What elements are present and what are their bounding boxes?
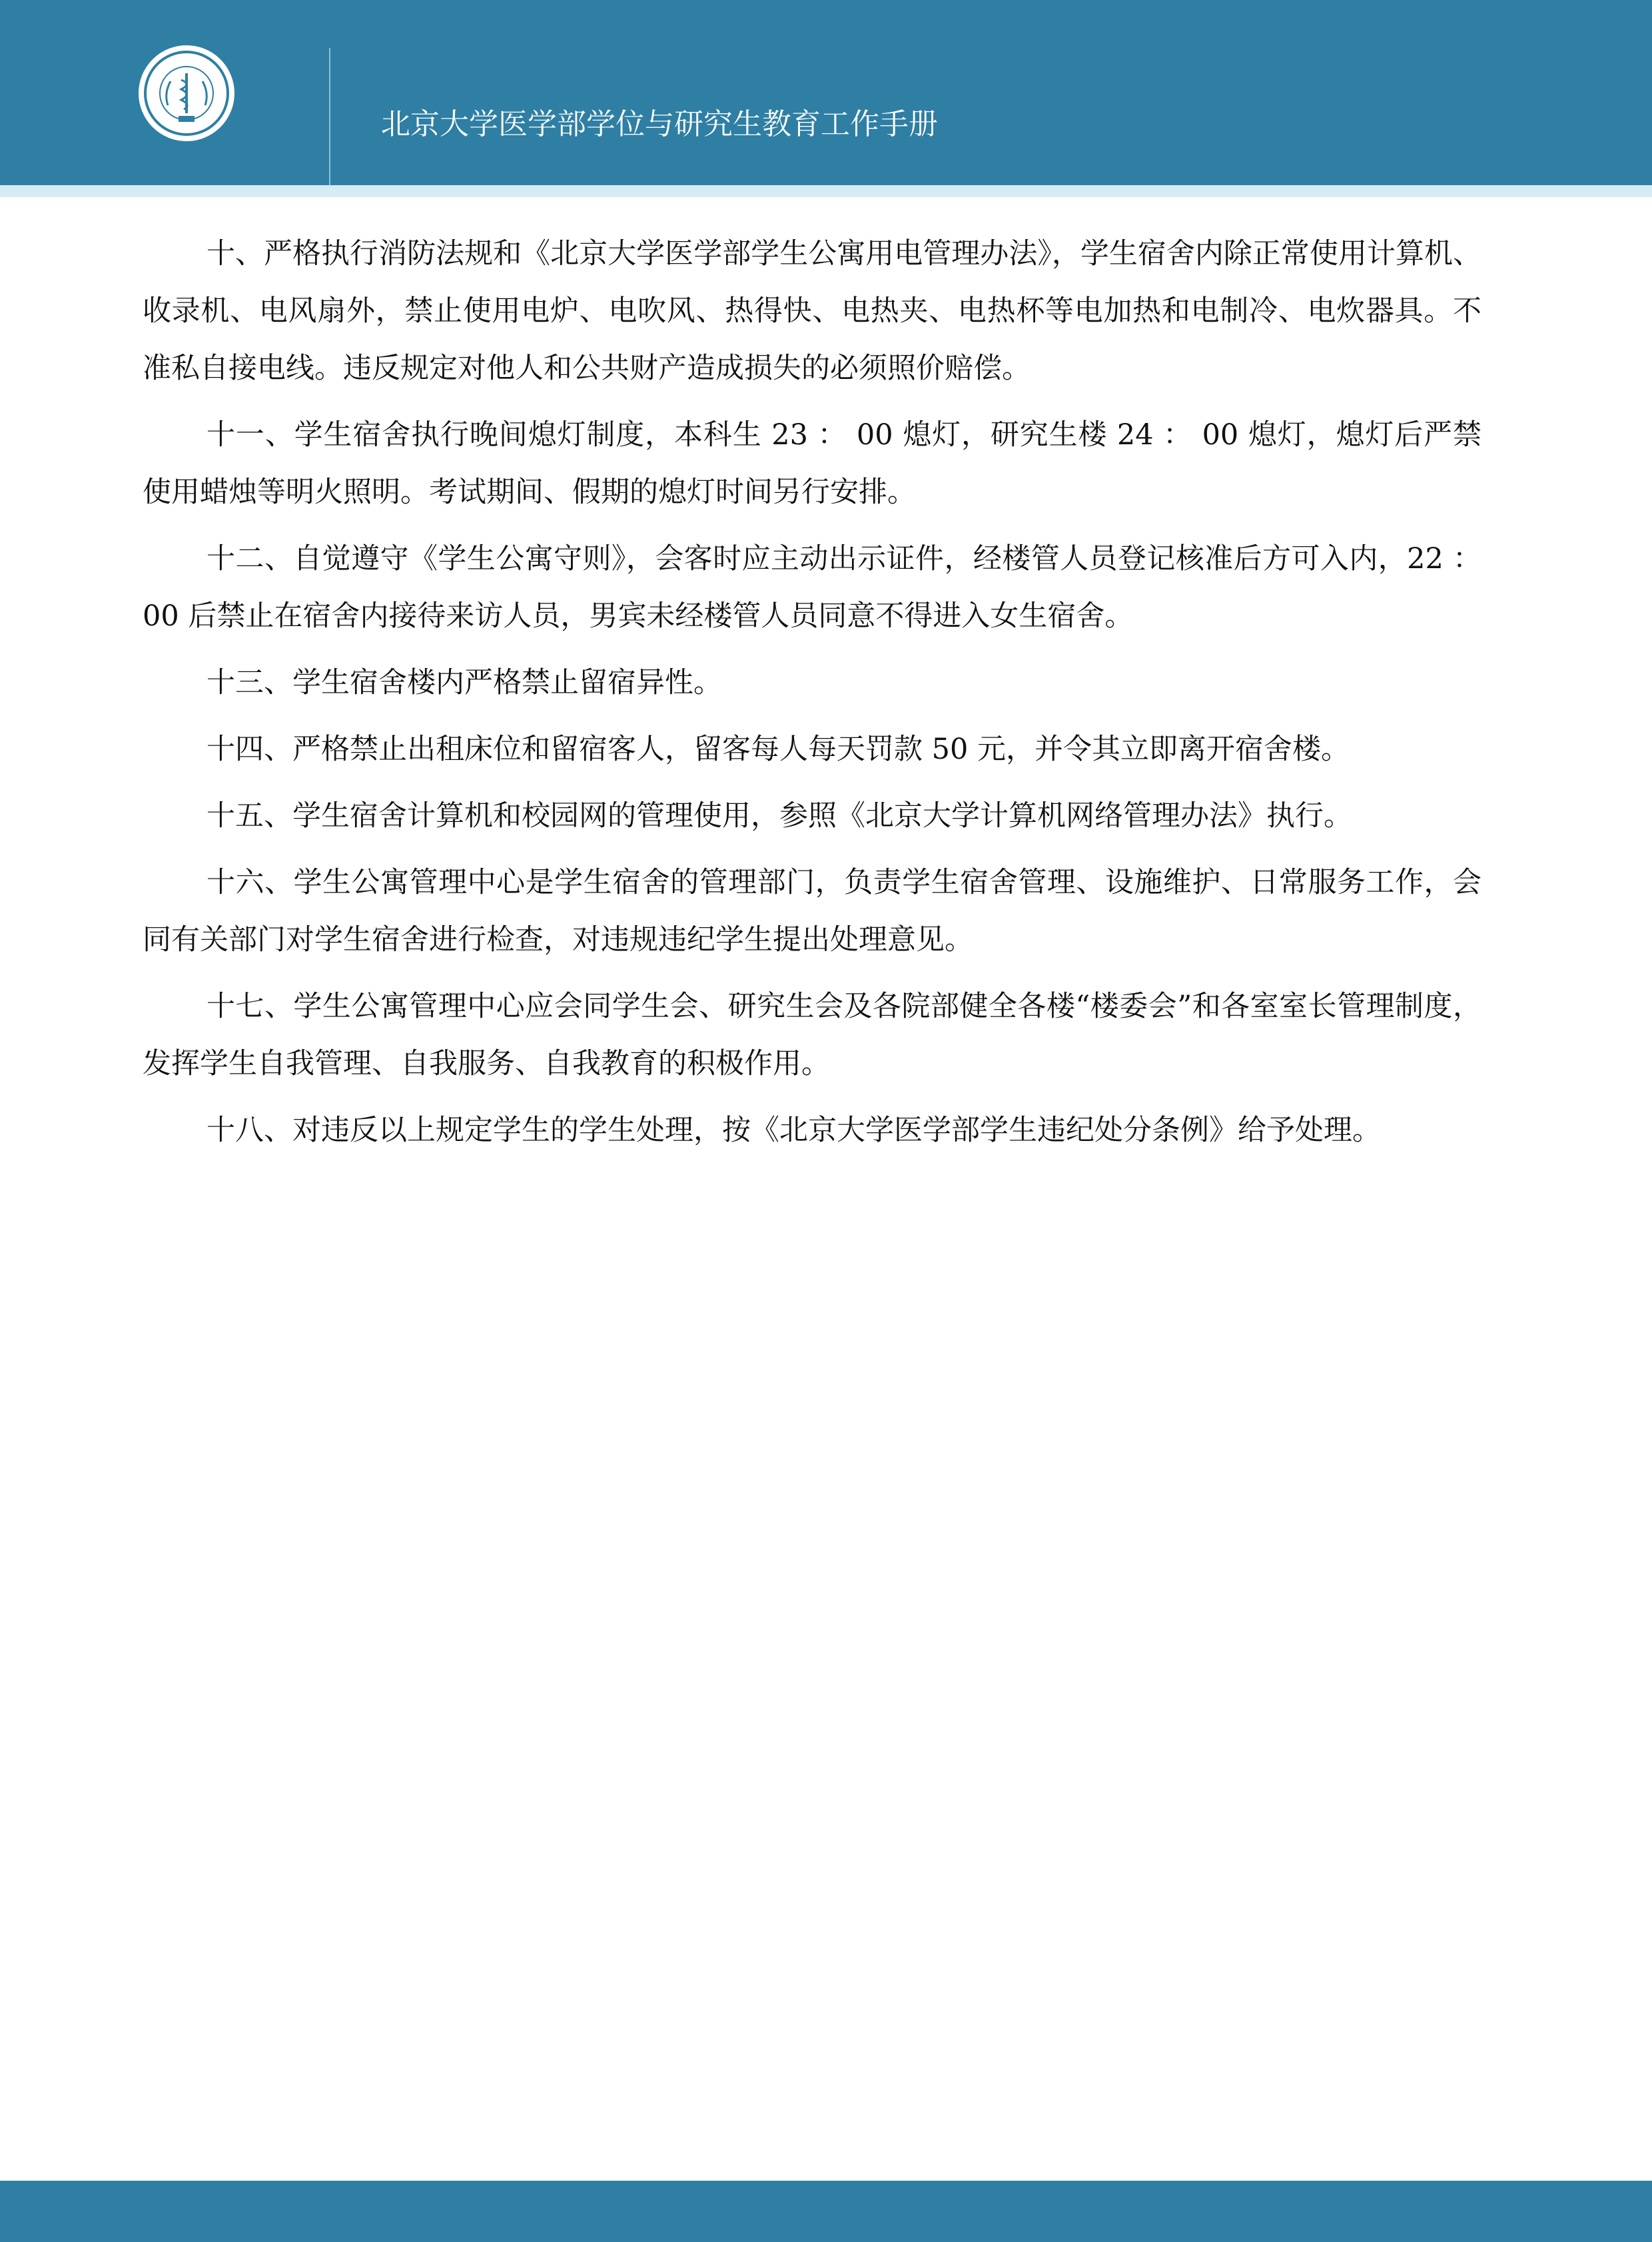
paragraph-10: 十、严格执行消防法规和《北京大学医学部学生公寓用电管理办法》，学生宿舍内除正常使用计算机、收录机、电风扇外，禁止使用电炉、电吹风、热得快、电热夹、电热杯等电加热和电制冷、电炊器具。不准私自接电线。违反规定对他人和公共财产造成损失的必须照价赔偿。 — [143, 237, 1481, 385]
paragraph-12: 十二、自觉遵守《学生公寓守则》，会客时应主动出示证件，经楼管人员登记核准后方可入内，22 ： 00 后禁止在宿舍内接待来访人员，男宾未经楼管人员同意不得进入女生宿舍。 — [143, 542, 1481, 633]
paragraph-18: 十八、对违反以上规定学生的学生处理，按《北京大学医学部学生违纪处分条例》给予处理。 — [206, 1114, 1381, 1147]
paragraph-11: 十一、学生宿舍执行晚间熄灯制度，本科生 23 ： 00 熄灯，研究生楼 24 ： 00 熄灯，熄灯后严禁使用蜡烛等明火照明。考试期间、假期的熄灯时间另行安排。 — [143, 418, 1481, 509]
paragraph-16: 十六、学生公寓管理中心是学生宿舍的管理部门，负责学生宿舍管理、设施维护、日常服务工作，会同有关部门对学生宿舍进行检查，对违规违纪学生提出处理意见。 — [143, 866, 1481, 956]
page-footer-bar — [0, 2181, 1652, 2242]
paragraph-17: 十七、学生公寓管理中心应会同学生会、研究生会及各院部健全各楼“楼委会”和各室室长管理制度，发挥学生自我管理、自我服务、自我教育的积极作用。 — [143, 990, 1481, 1080]
header-stripe — [0, 185, 1652, 197]
paragraph-15: 十五、学生宿舍计算机和校园网的管理使用，参照《北京大学计算机网络管理办法》执行。 — [206, 799, 1352, 833]
handbook-title: 北京大学医学部学位与研究生教育工作手册 — [381, 107, 938, 141]
document-body — [143, 225, 1481, 1168]
paragraph-13: 十三、学生宿舍楼内严格禁止留宿异性。 — [206, 666, 722, 699]
header-divider — [329, 48, 330, 187]
page-header — [0, 0, 1652, 185]
paragraph-14: 十四、严格禁止出租床位和留宿客人，留客每人每天罚款 50 元，并令其立即离开宿舍楼。 — [206, 733, 1350, 766]
university-seal-logo — [137, 44, 236, 143]
